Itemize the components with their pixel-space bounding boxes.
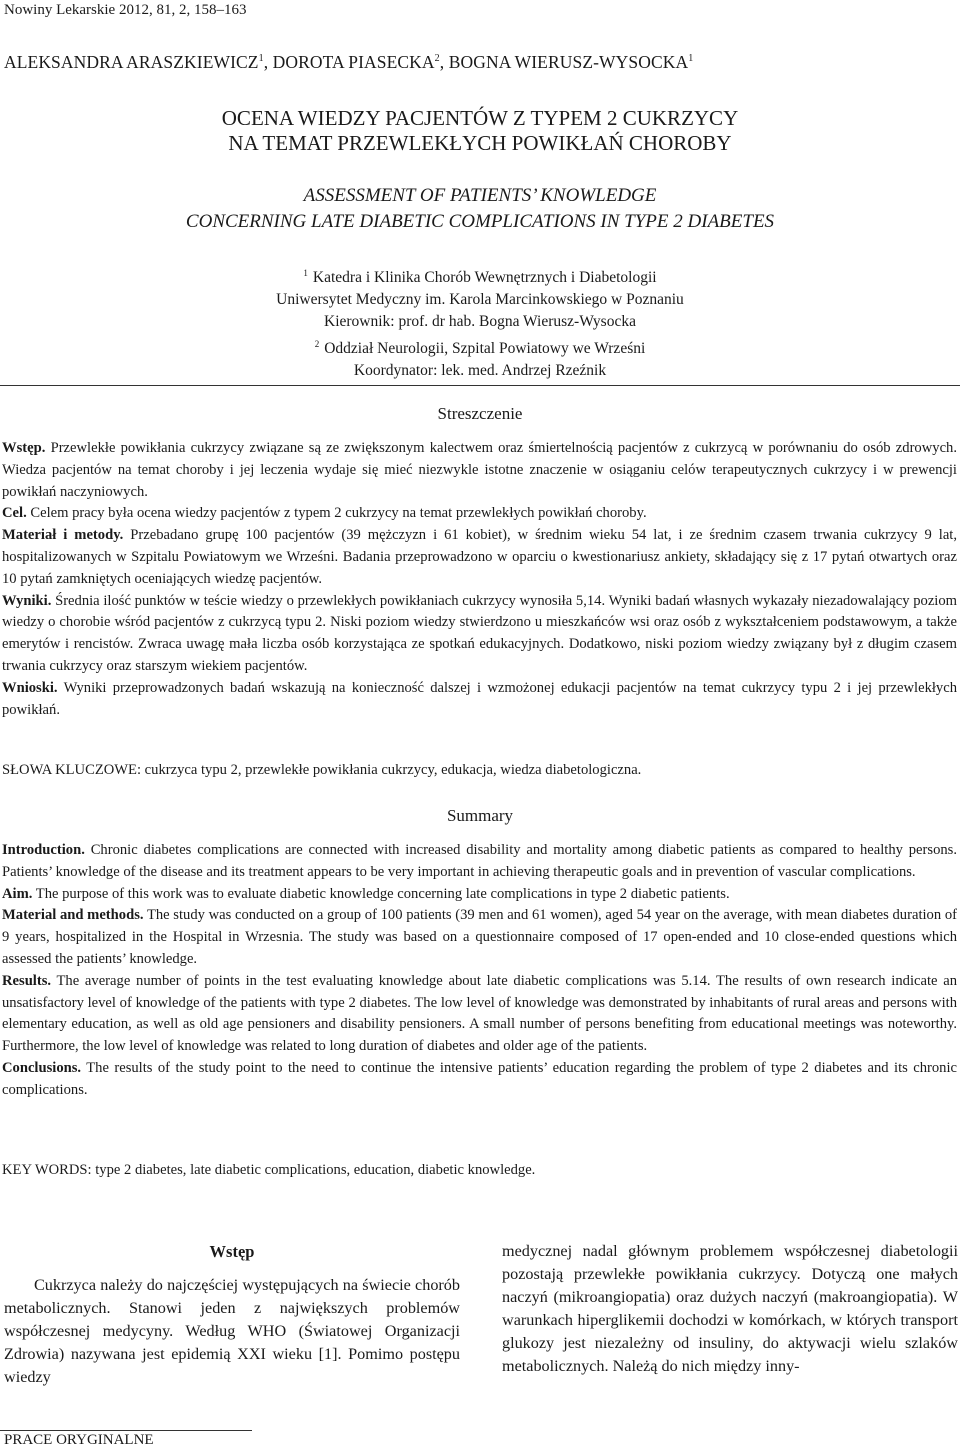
section-text: Celem pracy była ocena wiedzy pacjentów z typem 2 cukrzycy na temat przewlekłych powikłań choroby. — [26, 505, 647, 522]
section-label: Wstęp. — [2, 440, 46, 456]
affiliation-text: Oddział Neurologii, Szpital Powiatowy we Wrześni — [324, 340, 646, 358]
title-english — [0, 183, 960, 235]
section-text: The results of the study point to the need to continue the intensive patients’ education regarding the problem of type 2 diabetes and its chronic complications. — [2, 1059, 957, 1098]
section-text: Chronic diabetes complications are connected with increased disability and mortality among diabetic patients as compared to healthy persons. Patients’ knowledge of the disease and its treatment appears to be very important in achieving therapeutic goals and in prevention of vascular complications. — [2, 842, 957, 880]
author-name: ALEKSANDRA ARASZKIEWICZ — [4, 52, 259, 72]
affiliation-line: Kierownik: prof. dr hab. Bogna Wierusz-Wysocka — [324, 313, 636, 331]
section-text: Przewlekłe powikłania cukrzycy związane są ze zwiększonym kalectwem oraz śmiertelnością pacjentów z cukrzycą w porównaniu do osób zdrowych. Wiedza pacjentów na temat choroby i jej leczenia wydaje się mieć niezwykle istotne znaczenie w osiąganiu celów terapeutycznych cukrzycy i w prewencji powikłań naczyniowych. — [2, 440, 957, 500]
abstract-polish — [2, 438, 957, 721]
summary-heading: Summary — [446, 806, 514, 825]
affiliation-line: Koordynator: lek. med. Andrzej Rzeźnik — [353, 362, 607, 380]
affiliation-marker: 1 — [303, 268, 308, 278]
section-text: The study was conducted on a group of 100 patients (39 men and 61 women), aged 54 year on the average, with mean diabetes duration of 9 years, hospitalized in the Hospital in Wrzesnia. The study was based on a questionnaire composed of 17 open-ended and 10 close-ended questions which assessed the patients’ knowledge. — [2, 907, 957, 967]
author-affiliation-marker: 1 — [688, 53, 694, 65]
body-heading: Wstęp — [209, 1242, 255, 1261]
abstract-section — [2, 1058, 957, 1102]
abstract-section — [2, 971, 957, 1058]
author-separator: , — [263, 52, 273, 72]
streszczenie-heading: Streszczenie — [437, 404, 523, 423]
section-label: Conclusions. — [2, 1059, 82, 1076]
affiliation-line: Uniwersytet Medyczny im. Karola Marcinkowskiego w Poznaniu — [276, 291, 684, 309]
abstract-english — [2, 840, 957, 1102]
keywords-polish: SŁOWA KLUCZOWE: cukrzyca typu 2, przewlekłe powikłania cukrzycy, edukacja, wiedza diabetologiczna. — [2, 762, 642, 778]
section-text: The purpose of this work was to evaluate diabetic knowledge concerning late complications in type 2 diabetic patients. — [32, 885, 730, 902]
keywords-english: KEY WORDS: type 2 diabetes, late diabetic complications, education, diabetic knowledge. — [2, 1162, 536, 1178]
body-paragraph: Cukrzyca należy do najczęściej występujących na świecie chorób metabolicznych. Stanowi jeden z największych problemów współczesnej medycyny. Według WHO (Światowej Organizacji Zdrowia) nazywana jest epidemią XXI wieku [1]. Pomimo postępu wiedzy — [4, 1276, 460, 1386]
affiliation-text: Katedra i Klinika Chorób Wewnętrznych i Diabetologii — [312, 269, 657, 287]
affiliation-marker: 2 — [314, 339, 320, 350]
footer-section-label: PRACE ORYGINALNE — [4, 1432, 154, 1448]
abstract-section — [2, 884, 957, 906]
section-label: Results. — [2, 972, 52, 989]
affiliations — [0, 262, 960, 382]
section-label: Wnioski. — [2, 679, 58, 696]
affiliation-line — [0, 262, 960, 289]
title-polish — [0, 106, 960, 156]
body-column-left — [4, 1240, 460, 1389]
author-name: BOGNA WIERUSZ-WYSOCKA — [448, 52, 689, 72]
section-label: Introduction. — [2, 842, 85, 858]
abstract-section — [2, 503, 957, 525]
abstract-section — [2, 591, 957, 678]
author-affiliation-marker: 2 — [434, 53, 440, 65]
body-paragraph: medycznej nadal głównym problemem współczesnej diabetologii pozostają przewlekłe powikłania cukrzycy. Dotyczą one małych naczyń (mikroangiopatia) oraz dużych naczyń (makroangiopatia). W warunkach hiperglikemii dochodzi w komórkach, w których transport glukozy jest niezależny od insuliny, do aktywacji wielu szlaków metabolicznych. Należą do nich między inny- — [502, 1242, 958, 1375]
author-name: DOROTA PIASECKA — [272, 52, 435, 72]
section-text: Wyniki przeprowadzonych badań wskazują na konieczność dalszej i wzmożonej edukacji pacjentów na temat cukrzycy typu 2 i jej przewlekłych powikłań. — [2, 679, 957, 718]
footer-divider — [0, 1430, 252, 1431]
title-line: ASSESSMENT OF PATIENTS’ KNOWLEDGE — [303, 185, 657, 206]
abstract-section — [2, 525, 957, 590]
title-line: OCENA WIEDZY PACJENTÓW Z TYPEM 2 CUKRZYCY — [221, 106, 739, 130]
abstract-section — [2, 905, 957, 970]
section-label: Material and methods. — [2, 907, 144, 924]
section-label: Aim. — [2, 885, 33, 902]
journal-reference: Nowiny Lekarskie 2012, 81, 2, 158–163 — [4, 2, 247, 18]
title-line: CONCERNING LATE DIABETIC COMPLICATIONS IN TYPE 2 DIABETES — [185, 211, 775, 232]
section-text: Średnia ilość punktów w teście wiedzy o przewlekłych powikłaniach cukrzycy wynosiła 5,14. Wyniki badań własnych wykazały niezadowalający poziom wiedzy o chorobie wśród pacjentów z cukrzycą typu 2. Niski poziom wiedzy stwierdzono u mieszkańców wsi oraz osób z wykształceniem podstawowym, a także emerytów i rencistów. Zwraca uwagę mała liczba osób korzystająca ze spotkań edukacyjnych. Dodatkowo, niski poziom wiedzy związany był z długim czasem trwania cukrzycy oraz starszym wiekiem pacjentów. — [2, 592, 957, 674]
title-line: NA TEMAT PRZEWLEKŁYCH POWIKŁAŃ CHOROBY — [228, 131, 732, 155]
section-divider — [0, 385, 960, 386]
body-column-right — [502, 1240, 958, 1378]
section-label: Wyniki. — [2, 592, 52, 609]
section-text: The average number of points in the test evaluating knowledge about late diabetic complications was 5.14. The results of own research indicate an unsatisfactory level of knowledge of the patients with type 2 diabetes. The low level of knowledge was demonstrated by inhabitants of rural areas and persons with elementary education, as well as old age pensioners and disability pensioners. A small number of persons benefiting from educational meetings was noteworthy. Furthermore, the low level of knowledge was related to long duration of diabetes and older age of the patients. — [2, 972, 957, 1055]
section-label: Cel. — [2, 505, 27, 522]
author-affiliation-marker: 1 — [258, 53, 264, 65]
author-separator: , — [439, 52, 449, 72]
abstract-section — [2, 840, 957, 884]
affiliation-line — [0, 333, 960, 360]
section-text: Przebadano grupę 100 pacjentów (39 mężczyzn i 61 kobiet), w średnim wieku 54 lat, i ze średnim czasem trwania cukrzycy 9 lat, hospitalizowanych w Szpitalu Powiatowym we Wrześni. Badania przeprowadzono w oparciu o kwestionariusz ankiety, składający się z 17 pytań otwartych oraz 10 pytań zamkniętych oceniających wiedzę pacjentów. — [2, 527, 957, 587]
abstract-section — [2, 678, 957, 722]
section-label: Materiał i metody. — [2, 527, 124, 544]
author-list — [4, 52, 693, 73]
abstract-section — [2, 438, 957, 503]
